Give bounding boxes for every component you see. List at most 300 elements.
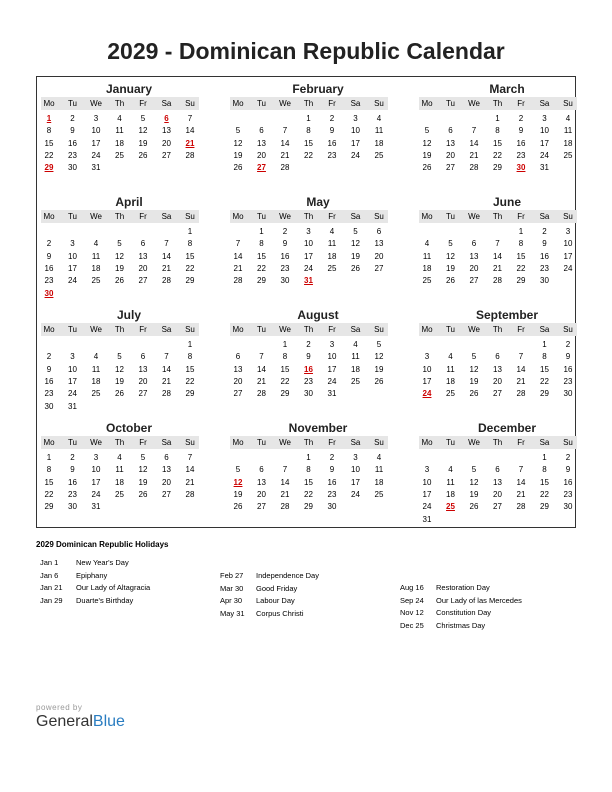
day-cell: 8 [46,465,52,475]
day-cell: 31 [540,163,549,173]
day-cell: 28 [280,502,290,512]
weekday-label: Sa [161,99,172,108]
day-cell: 11 [446,364,455,374]
day-cell: 30 [44,401,54,411]
weekday-label: We [468,212,480,221]
weekday-label: Fr [139,325,147,334]
day-cell: 17 [91,477,101,487]
holiday-name: Christmas Day [436,620,486,630]
holiday-date: Jan 1 [40,558,59,567]
day-cell: 19 [233,489,243,499]
day-cell: 6 [259,126,264,136]
holiday-entry [40,582,150,595]
day-cell: 26 [446,276,455,286]
weekday-label: We [279,438,291,447]
day-cell: 12 [351,239,360,249]
holiday-date: Sep 24 [400,595,424,605]
weekday-label: Tu [445,99,456,108]
day-cell: 7 [471,126,477,136]
day-cell: 29 [185,389,195,399]
day-cell: 28 [469,163,479,173]
month-july [41,308,199,411]
weekday-label: Sa [350,438,361,447]
day-cell: 26 [469,389,479,399]
day-cell: 26 [374,376,384,386]
day-cell: 20 [257,150,266,160]
holiday-date: Apr 30 [220,596,243,605]
weekday-label: We [90,438,102,447]
weekday-header [230,210,388,223]
day-cell: 12 [469,364,479,374]
day-cell: 16 [68,477,77,487]
day-cell: 25 [446,389,455,399]
brand-blue: Blue [92,713,125,730]
day-cell: 23 [540,263,549,273]
day-cell: 13 [233,364,243,374]
day-cell: 2 [282,227,288,236]
weekday-label: Tu [67,99,78,108]
day-cell: 5 [424,126,430,136]
holiday-name: Epiphany [76,570,108,580]
day-cell: 18 [351,364,360,374]
weekday-label: Fr [139,212,147,221]
day-cell: 23 [68,150,77,160]
day-cell: 22 [44,150,54,160]
day-cell: 30 [540,276,549,286]
day-cell: 17 [327,364,337,374]
weekday-label: Tu [445,438,456,447]
day-cell: 16 [68,138,77,148]
day-cell: 3 [70,352,75,362]
day-cell: 29 [304,502,313,512]
day-cell: 20 [446,150,455,160]
holiday-day-cell: 1 [46,114,52,123]
day-cell: 8 [495,126,500,136]
weekday-label: Sa [350,325,361,334]
day-cell: 11 [115,126,124,136]
holiday-day-cell: 21 [185,138,195,148]
calendar-grid-frame [36,76,576,528]
day-cell: 12 [138,126,148,136]
day-cell: 30 [304,389,313,399]
weekday-label: Tu [67,212,78,221]
powered-by-text: powered by [36,703,83,712]
day-cell: 7 [495,239,500,249]
holiday-date: Jan 29 [40,595,63,605]
day-cell: 27 [257,502,266,512]
weekday-label: Th [492,325,503,334]
day-cell: 28 [493,276,502,286]
day-cell: 22 [540,489,549,499]
holiday-entry [220,583,319,596]
day-cell: 25 [115,150,124,160]
day-cell: 21 [469,150,479,160]
holiday-name: Independence Day [256,571,319,580]
day-cell: 30 [280,276,290,286]
day-cell: 3 [424,352,430,362]
day-cell: 14 [280,138,290,148]
day-cell: 14 [516,364,526,374]
day-cell: 16 [516,138,526,148]
day-cell: 28 [185,150,195,160]
weekday-label: Mo [43,99,55,108]
day-cell: 9 [70,465,75,475]
day-cell: 10 [422,477,432,487]
day-cell: 20 [138,263,148,273]
page-title: 2029 - Dominican Republic Calendar [107,38,505,64]
month-august [230,308,388,399]
day-cell: 17 [422,489,432,499]
day-cell: 30 [563,389,573,399]
day-cell: 24 [422,502,432,512]
day-cell: 3 [93,114,99,123]
day-cell: 19 [446,263,455,273]
day-cell: 22 [516,263,526,273]
weekday-label: Mo [421,212,433,221]
weekday-label: Sa [539,325,550,334]
day-cell: 6 [140,239,146,249]
day-cell: 13 [257,138,266,148]
weekday-label: Su [374,99,384,108]
day-cell: 27 [138,276,148,286]
weekday-label: Tu [256,99,267,108]
weekday-label: Tu [67,325,78,334]
day-cell: 29 [280,389,290,399]
day-cell: 18 [91,376,101,386]
weekday-label: We [90,325,102,334]
brand-general: General [36,713,93,730]
day-cell: 17 [68,376,77,386]
holiday-day-cell: 24 [422,389,432,399]
holiday-column [400,582,522,632]
day-cell: 19 [115,263,124,273]
weekday-label: Mo [421,438,433,447]
day-cell: 24 [351,150,360,160]
day-cell: 28 [516,389,526,399]
holiday-day-cell: 16 [304,364,313,374]
day-cell: 10 [304,239,313,249]
weekday-label: Mo [43,438,55,447]
day-cell: 21 [233,263,243,273]
day-cell: 19 [469,489,479,499]
day-cell: 31 [68,401,77,411]
day-cell: 9 [518,126,524,136]
weekday-label: Su [563,438,573,447]
day-cell: 17 [351,138,360,148]
day-cell: 26 [233,502,243,512]
day-cell: 11 [374,465,384,475]
day-cell: 8 [306,465,311,475]
day-cell: 8 [187,352,193,362]
holiday-date: Nov 12 [400,608,424,617]
day-cell: 27 [469,276,479,286]
day-cell: 4 [117,114,122,123]
day-cell: 2 [565,340,571,349]
day-cell: 4 [565,114,571,123]
day-cell: 9 [565,352,571,362]
day-cell: 15 [516,251,526,261]
day-cell: 29 [185,276,195,286]
day-cell: 27 [233,389,243,399]
day-cell: 10 [327,352,337,362]
holiday-name: Constitution Day [436,608,492,617]
day-cell: 18 [422,263,432,273]
weekday-label: Th [303,438,314,447]
day-cell: 13 [493,364,502,374]
day-cell: 16 [563,477,573,487]
holiday-day-cell: 12 [233,477,243,487]
day-cell: 1 [518,227,524,236]
holiday-date: Jan 6 [40,570,59,580]
month-may [230,195,388,286]
day-cell: 15 [304,138,313,148]
weekday-label: Mo [421,99,433,108]
weekday-label: Tu [67,438,78,447]
day-cell: 3 [542,114,547,123]
day-cell: 10 [68,364,77,374]
day-cell: 12 [374,352,384,362]
day-cell: 1 [46,453,52,462]
weekday-label: Fr [328,212,336,221]
day-cell: 7 [164,352,169,362]
weekday-label: Su [374,325,384,334]
holiday-day-cell: 25 [446,502,455,512]
weekday-label: Mo [232,212,244,221]
weekday-header [41,436,199,449]
weekday-label: Su [185,212,195,221]
weekday-label: Th [303,325,314,334]
day-cell: 13 [469,251,479,261]
day-cell: 7 [518,465,524,475]
day-cell: 18 [446,489,455,499]
day-cell: 1 [495,114,500,123]
day-cell: 5 [140,453,146,462]
day-cell: 7 [518,352,524,362]
holiday-day-cell: 27 [257,163,266,173]
day-cell: 5 [140,114,146,123]
month-name: July [116,308,141,322]
weekday-label: Th [114,212,125,221]
day-cell: 5 [376,340,382,349]
day-cell: 30 [68,163,77,173]
day-cell: 14 [162,251,171,261]
day-cell: 4 [448,465,453,475]
weekday-label: Th [492,438,503,447]
day-cell: 5 [117,352,122,362]
day-cell: 8 [306,126,311,136]
month-name: October [105,421,152,435]
holiday-entry [400,620,522,633]
day-cell: 5 [117,239,122,249]
day-cell: 26 [138,489,148,499]
brand-logo[interactable] [36,713,125,731]
day-cell: 6 [140,352,146,362]
day-cell: 26 [138,150,148,160]
day-cell: 16 [540,251,549,261]
day-cell: 10 [422,364,432,374]
weekday-label: Th [114,438,125,447]
day-cell: 28 [162,276,171,286]
weekday-header [419,323,577,336]
weekday-label: We [468,325,480,334]
day-cell: 3 [329,340,335,349]
day-cell: 7 [282,126,288,136]
month-name: August [297,308,339,322]
day-cell: 23 [44,389,54,399]
weekday-label: Sa [539,438,550,447]
day-cell: 21 [162,376,171,386]
weekday-label: Tu [256,212,267,221]
weekday-label: We [279,325,291,334]
month-september [419,308,577,399]
weekday-label: We [279,99,291,108]
day-cell: 12 [422,138,432,148]
holiday-day-cell: 30 [44,288,54,298]
day-cell: 14 [516,477,526,487]
day-cell: 20 [374,251,384,261]
day-cell: 11 [563,126,573,136]
holiday-day-cell: 6 [164,114,169,123]
weekday-label: Mo [421,325,433,334]
day-cell: 19 [374,364,384,374]
day-cell: 12 [115,364,124,374]
day-cell: 21 [516,489,526,499]
day-cell: 1 [187,227,193,236]
day-cell: 21 [162,263,171,273]
day-cell: 22 [257,263,266,273]
day-cell: 12 [115,251,124,261]
day-cell: 20 [493,489,502,499]
day-cell: 31 [91,163,101,173]
day-cell: 18 [563,138,573,148]
day-cell: 15 [280,364,290,374]
day-cell: 13 [257,477,266,487]
weekday-label: Mo [43,325,55,334]
holiday-date: Mar 30 [220,583,244,593]
holiday-entry [220,570,319,583]
weekday-label: Sa [161,438,172,447]
day-cell: 13 [138,251,148,261]
day-cell: 23 [327,150,337,160]
day-cell: 1 [259,227,264,236]
day-cell: 3 [353,453,358,462]
day-cell: 23 [327,489,337,499]
day-cell: 1 [542,453,547,462]
day-cell: 17 [351,477,360,487]
day-cell: 25 [351,376,360,386]
day-cell: 1 [306,453,311,462]
day-cell: 25 [563,150,573,160]
day-cell: 15 [185,364,195,374]
day-cell: 18 [115,138,124,148]
day-cell: 12 [469,477,479,487]
weekday-label: Su [185,325,195,334]
day-cell: 16 [44,263,54,273]
day-cell: 21 [493,263,502,273]
day-cell: 5 [471,465,477,475]
month-february [230,82,388,173]
weekday-label: Sa [161,212,172,221]
day-cell: 1 [306,114,311,123]
weekday-label: Th [114,325,125,334]
weekday-label: Mo [232,438,244,447]
weekday-label: Sa [350,212,361,221]
day-cell: 23 [304,376,313,386]
day-cell: 30 [563,502,573,512]
day-cell: 25 [374,150,384,160]
holiday-day-cell: 30 [516,163,526,173]
day-cell: 4 [329,227,335,236]
day-cell: 20 [138,376,148,386]
day-cell: 21 [280,150,290,160]
day-cell: 12 [446,251,455,261]
day-cell: 7 [282,465,288,475]
month-march [419,82,577,173]
weekday-header [419,97,577,110]
day-cell: 6 [164,453,169,462]
day-cell: 15 [44,138,54,148]
footer [36,703,125,731]
holiday-date: Aug 16 [400,583,424,592]
day-cell: 25 [91,389,101,399]
month-name: May [306,195,330,209]
month-name: February [292,82,344,96]
day-cell: 29 [540,502,549,512]
day-cell: 4 [448,352,453,362]
day-cell: 31 [91,502,101,512]
weekday-header [41,210,199,223]
day-cell: 5 [235,465,241,475]
holiday-column [220,570,319,620]
day-cell: 10 [91,126,101,136]
day-cell: 24 [91,150,101,160]
day-cell: 14 [185,126,195,136]
day-cell: 15 [304,477,313,487]
day-cell: 8 [187,239,193,249]
month-november [230,421,388,512]
day-cell: 21 [257,376,266,386]
day-cell: 22 [185,263,195,273]
day-cell: 11 [422,251,432,261]
day-cell: 23 [563,376,573,386]
day-cell: 2 [329,453,335,462]
day-cell: 8 [542,352,547,362]
day-cell: 24 [91,489,101,499]
day-cell: 6 [376,227,382,236]
weekday-label: Su [563,99,573,108]
holiday-date: Jan 21 [40,583,63,592]
holiday-column [40,557,150,607]
day-cell: 2 [518,114,524,123]
day-cell: 2 [46,239,52,249]
day-cell: 14 [280,477,290,487]
day-cell: 14 [185,465,195,475]
day-cell: 2 [306,340,311,349]
holiday-name: New Year's Day [76,558,129,567]
month-name: April [115,195,143,209]
day-cell: 17 [68,263,77,273]
day-cell: 30 [327,502,337,512]
day-cell: 2 [46,352,52,362]
day-cell: 2 [329,114,335,123]
day-cell: 10 [540,126,549,136]
weekday-header [230,323,388,336]
day-cell: 2 [70,114,75,123]
day-cell: 11 [115,465,124,475]
month-name: January [105,82,153,96]
holiday-entry [220,608,319,621]
day-cell: 26 [422,163,432,173]
